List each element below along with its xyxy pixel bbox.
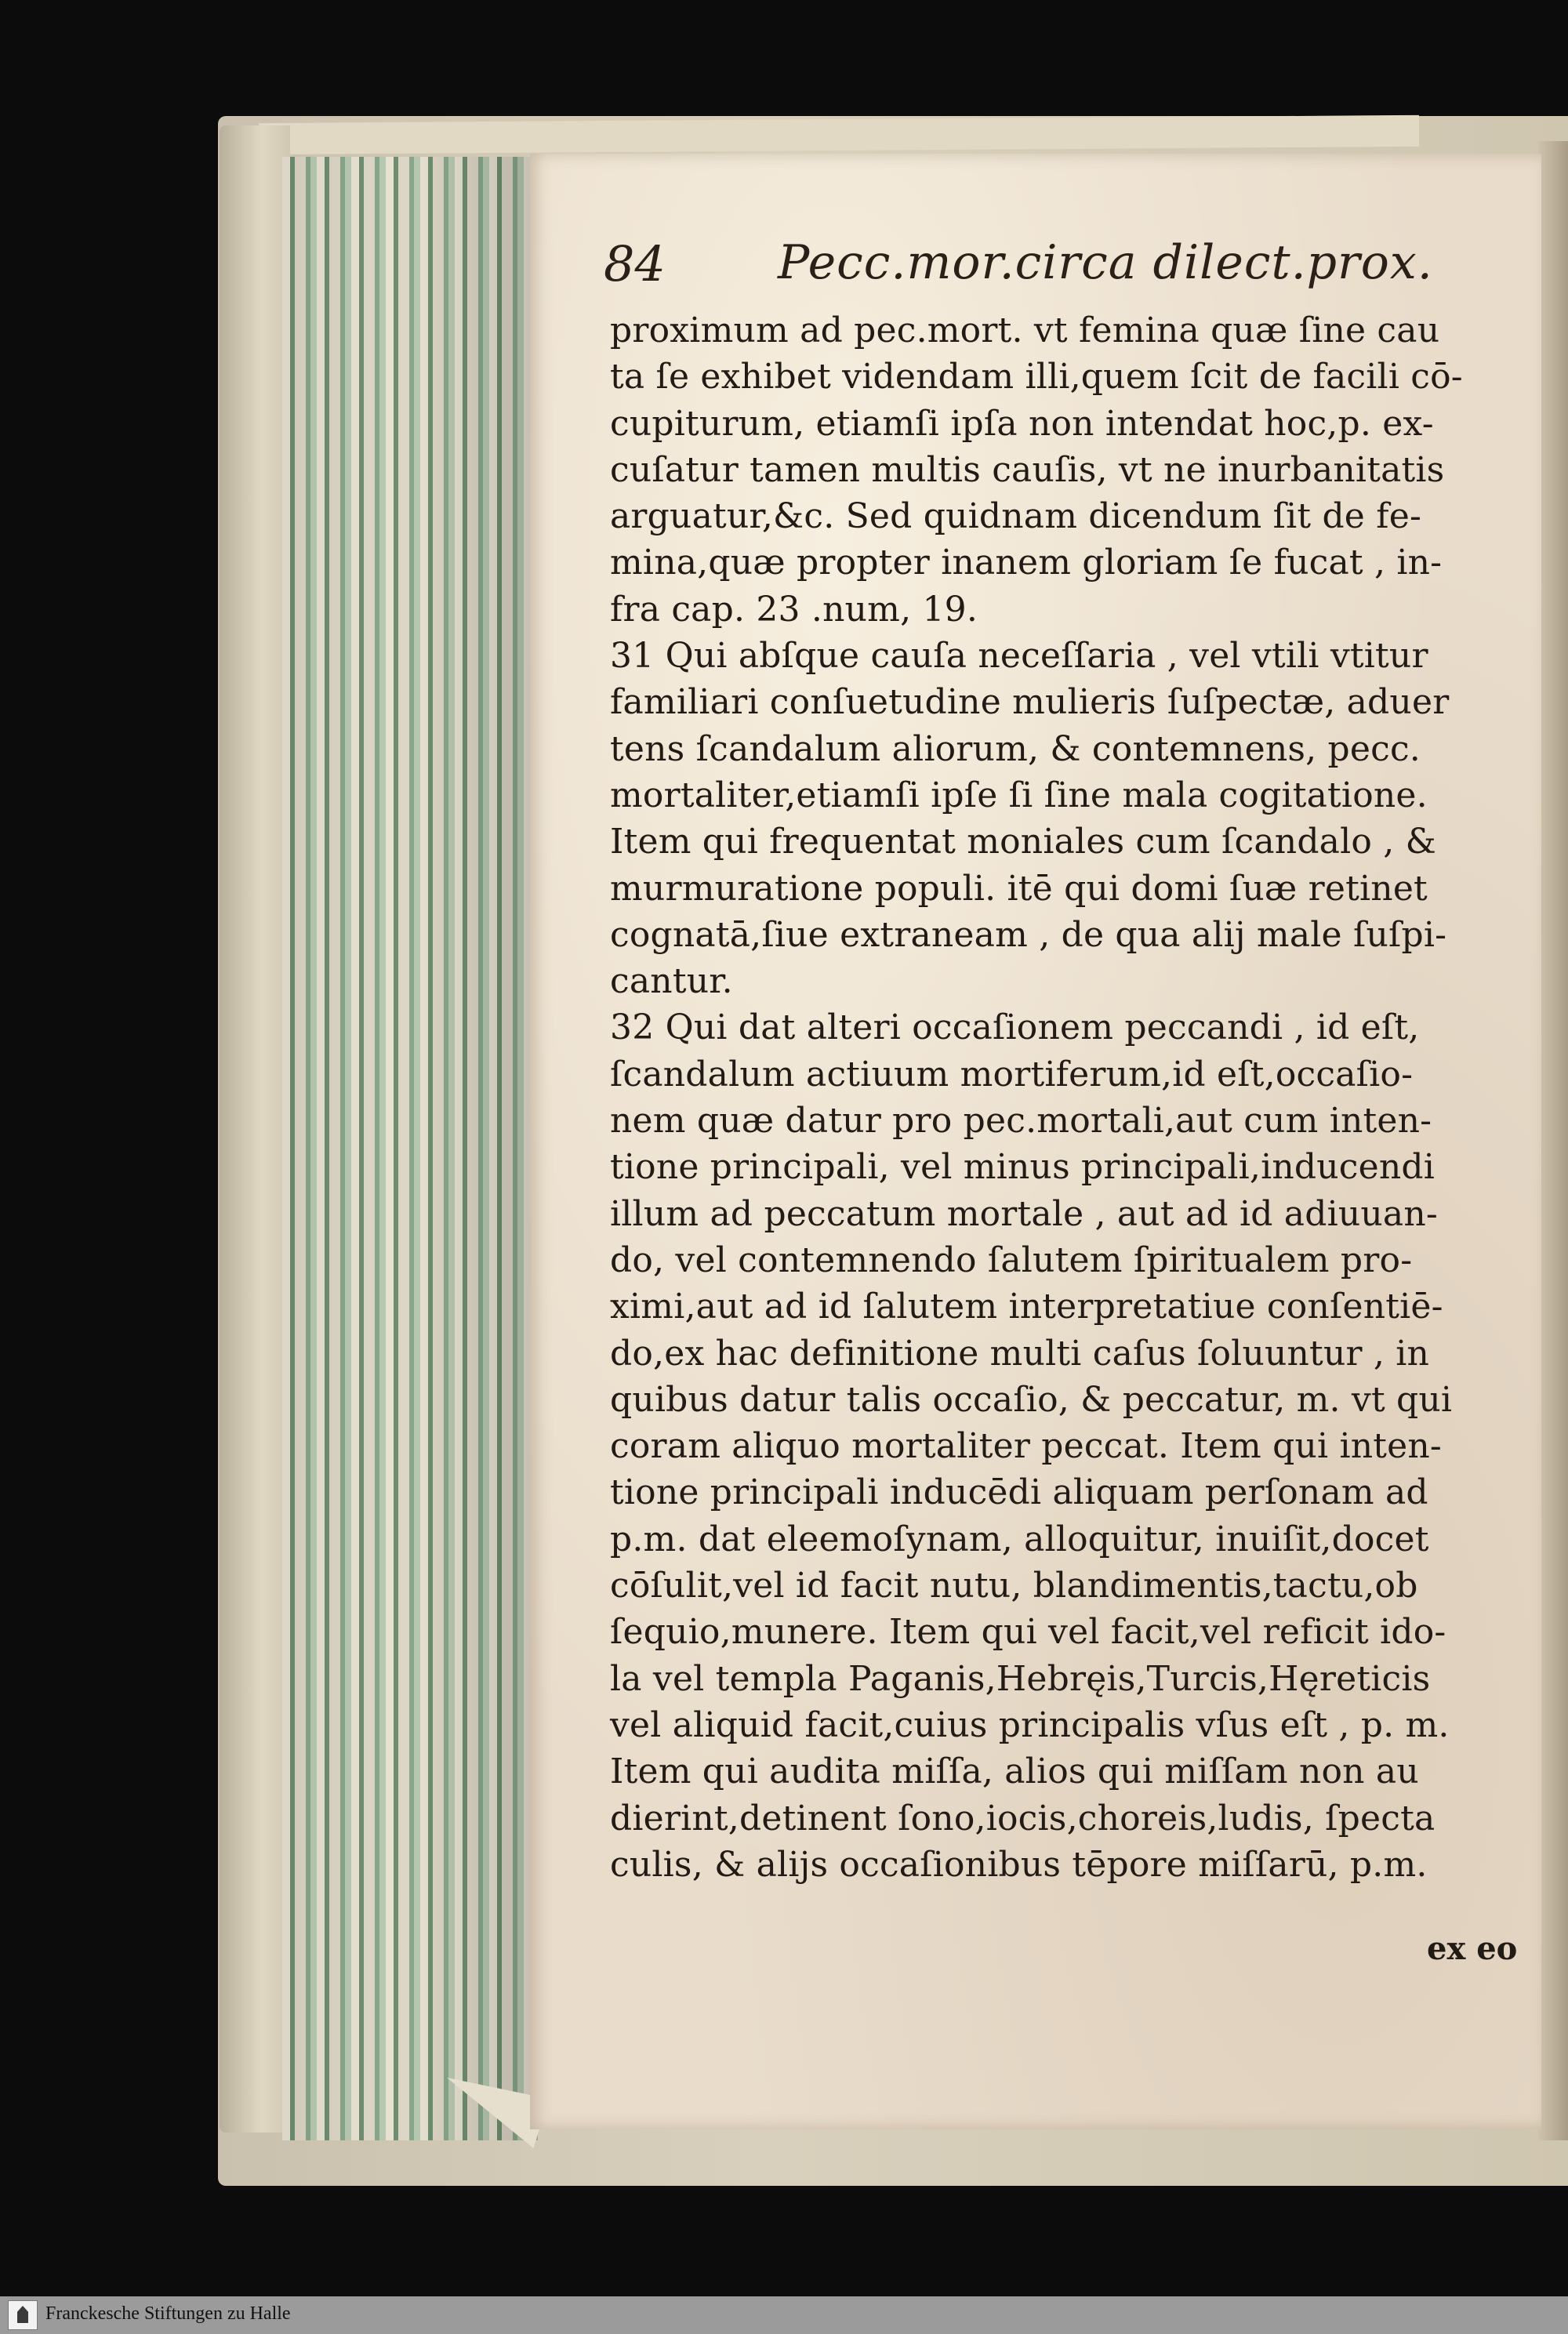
text-line: fra cap. 23 .num, 19.	[610, 589, 978, 630]
running-head	[604, 235, 1529, 306]
text-line: proximum ad pec.mort. vt femina quæ ſine cau	[610, 310, 1440, 350]
text-line: murmuratione populi. itē qui domi ſuæ retinet	[610, 868, 1428, 909]
text-line: coram aliquo mortaliter peccat. Item qui inten-	[610, 1426, 1442, 1467]
text-line: ximi,aut ad id ſalutem interpretatiue conſentiē-	[610, 1287, 1443, 1327]
text-line: cōſulit,vel id facit nutu, blandimentis,tactu,ob	[610, 1566, 1418, 1606]
text-line: ſcandalum actiuum mortiferum,id eſt,occaſio-	[610, 1054, 1414, 1094]
text-line: arguatur,&c. Sed quidnam dicendum ſit de fe-	[610, 496, 1422, 537]
text-line: familiari conſuetudine mulieris ſuſpectæ, aduer	[610, 682, 1450, 723]
catchword: ex eo	[1427, 1930, 1518, 1967]
page-number: 84	[604, 235, 666, 292]
text-line: mortaliter,etiamſi ipſe ſi ſine mala cogitatione.	[610, 775, 1428, 815]
text-line: do, vel contemnendo ſalutem ſpiritualem pro-	[610, 1240, 1413, 1280]
text-line: ſequio,munere. Item qui vel facit,vel reficit ido-	[610, 1612, 1446, 1653]
institution-logo-icon	[8, 2300, 38, 2330]
footer-bar	[0, 2296, 1568, 2334]
text-line: p.m. dat eleemoſynam, alloquitur, inuiſit,docet	[610, 1519, 1429, 1559]
text-line: ta ſe exhibet videndam illi,quem ſcit de facili cō-	[610, 357, 1463, 397]
text-line: culis, & alijs occaſionibus tēpore miſſarū, p.m.	[610, 1844, 1428, 1885]
text-line: dierint,detinent ſono,iocis,choreis,ludis, ſpecta	[610, 1798, 1436, 1839]
footer-label: Franckesche Stiftungen zu Halle	[45, 2303, 291, 2324]
text-line: mina,quæ propter inanem gloriam ſe fucat , in-	[610, 543, 1443, 583]
running-head-title: Pecc.mor.circa dilect.prox.	[778, 235, 1433, 290]
text-line: cognatā,ſiue extraneam , de qua alij male ſuſpi-	[610, 914, 1447, 955]
book-spine-edge	[220, 125, 290, 2133]
text-line: tione principali inducēdi aliquam perſonam ad	[610, 1472, 1428, 1513]
page-stack-shadow	[282, 157, 533, 2140]
text-line: la vel templa Paganis,Hebręis,Turcis,Hęreticis	[610, 1658, 1431, 1699]
text-line: cupiturum, etiamſi ipſa non intendat hoc,p. ex-	[610, 403, 1434, 444]
text-line: cantur.	[610, 961, 733, 1002]
text-line: vel aliquid facit,cuius principalis vſus eſt , p. m.	[610, 1704, 1450, 1745]
text-line: 31 Qui abſque cauſa neceſſaria , vel vtili vtitur	[610, 636, 1428, 677]
text-line: Item qui frequentat moniales cum ſcandalo , &	[610, 822, 1436, 862]
text-line: tione principali, vel minus principali,inducendi	[610, 1147, 1436, 1188]
text-line: nem quæ datur pro pec.mortali,aut cum inten-	[610, 1101, 1432, 1142]
text-line: illum ad peccatum mortale , aut ad id adiuuan-	[610, 1193, 1438, 1234]
facing-page-edge	[1538, 141, 1568, 2140]
text-line: Item qui audita miſſa, alios qui miſſam non au	[610, 1751, 1419, 1792]
text-line: 32 Qui dat alteri occaſionem peccandi , id eſt,	[610, 1007, 1420, 1048]
text-line: cuſatur tamen multis cauſis, vt ne inurbanitatis	[610, 449, 1445, 490]
text-line: tens ſcandalum aliorum, & contemnens, pecc.	[610, 728, 1421, 769]
text-line: quibus datur talis occaſio, & peccatur, m. vt qui	[610, 1379, 1453, 1420]
text-line: do,ex hac definitione multi caſus ſoluuntur , in	[610, 1333, 1430, 1374]
body-text	[610, 307, 1512, 1888]
